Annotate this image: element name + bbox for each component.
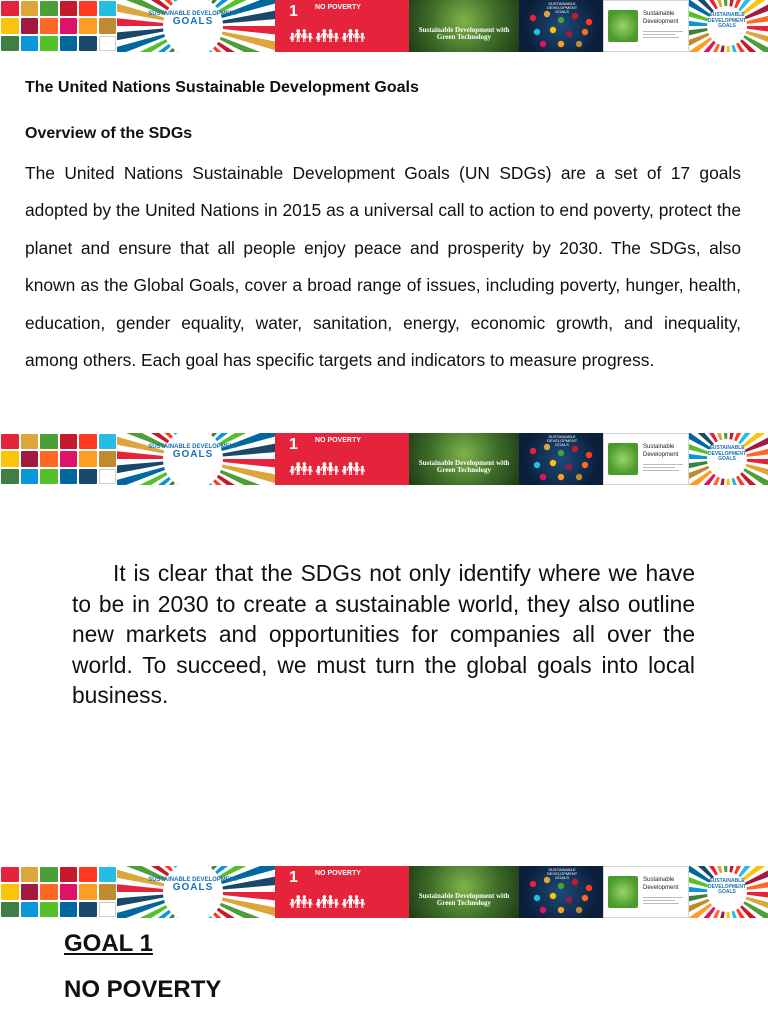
sdg-network-icon [523,876,599,916]
document-thumbnail [603,433,689,485]
sdg-goal-icon [1,469,19,484]
sdg-logo-banner-small [689,433,768,485]
sdg-goal-icon [40,18,58,33]
sdg-logo-text-small: SUSTAINABLE DEVELOPMENT GOALS [707,878,747,895]
green-technology-caption: Sustainable Development with Green Technology [418,892,510,908]
green-technology-tile [409,866,519,918]
no-poverty-tile [275,433,409,485]
green-technology-tile [409,433,519,485]
goal-number: 1 [289,3,298,20]
goal-name-heading: NO POVERTY [64,976,222,1003]
sdg-node [534,895,540,901]
sdg-network-caption: SUSTAINABLE DEVELOPMENT GOALS [547,867,578,880]
green-technology-caption: Sustainable Development with Green Technology [418,459,510,475]
sdg-icon-grid [0,866,117,918]
goal-number: 1 [289,869,298,886]
sdg-network-caption: SUSTAINABLE DEVELOPMENT GOALS [547,434,578,447]
sdg-node [576,907,582,913]
document-title: Sustainable Development [643,11,679,25]
sdg-node [530,15,536,21]
sdg-node [544,444,550,450]
sdg-logo-text-small: SUSTAINABLE DEVELOPMENT GOALS [707,12,747,29]
sdg-node [586,452,592,458]
section-heading: Overview of the SDGs [25,125,193,142]
goal-number-heading: GOAL 1 [64,930,153,957]
sdg-network-icon [523,10,599,50]
family-icon: 👪︎👪︎👪︎ [289,459,368,480]
document-subtitle-lines [643,462,687,471]
green-technology-tile [409,0,519,52]
sdg-goal-icon [79,469,97,484]
sdg-icon-grid [0,433,117,485]
leaf-icon [608,10,638,42]
sdg-logo-banner [117,0,275,52]
sdg-goal-icon [21,867,39,882]
sdg-goal-icon [60,884,78,899]
sdg-goal-icon [99,1,117,16]
sdg-logo-banner-small [689,0,768,52]
sdg-node [558,450,564,456]
sdg-goal-icon [79,867,97,882]
sdg-node [550,27,556,33]
goal-label: NO POVERTY [315,437,361,444]
sdg-network-tile [519,433,603,485]
goal-label: NO POVERTY [315,4,361,11]
sdg-node [582,462,588,468]
sdg-node [582,29,588,35]
sdg-node [550,893,556,899]
sdg-logo-banner [117,433,275,485]
sdg-goal-icon [40,434,58,449]
sdg-goal-icon [99,884,117,899]
sdg-network-tile [519,0,603,52]
sdg-goal-icon [1,18,19,33]
sdg-goal-icon [79,884,97,899]
sdg-node [576,41,582,47]
sdg-node [572,13,578,19]
document-thumbnail [603,866,689,918]
sdg-goal-icon [40,36,58,51]
sdg-goal-icon [21,434,39,449]
document-thumbnail [603,0,689,52]
sdg-goal-icon [21,18,39,33]
sdg-goal-icon [1,884,19,899]
sdg-logo-text-small: SUSTAINABLE DEVELOPMENT GOALS [707,445,747,462]
sdg-node [558,41,564,47]
sdg-node [572,879,578,885]
sdg-goal-icon [79,36,97,51]
sdg-node [566,897,572,903]
sdg-node [530,448,536,454]
sdg-goal-icon [60,434,78,449]
sdg-logo-text: SUSTAINABLE DEVELOPMENT GOALS [148,877,238,893]
sdg-node [544,877,550,883]
sdg-goal-icon [60,469,78,484]
sdg-network-icon [523,443,599,483]
sdg-node [540,907,546,913]
sdg-goal-icon [99,36,117,51]
sdg-goal-icon [40,469,58,484]
sdg-goal-icon [60,36,78,51]
sdg-header-banner [0,866,768,918]
sdg-goal-icon [1,867,19,882]
sdg-goal-icon [60,18,78,33]
no-poverty-tile [275,0,409,52]
sdg-goal-icon [99,451,117,466]
sdg-node [558,17,564,23]
sdg-node [558,883,564,889]
sdg-goal-icon [1,451,19,466]
sdg-goal-icon [79,451,97,466]
sdg-node [558,907,564,913]
sdg-node [566,31,572,37]
sdg-logo-text: SUSTAINABLE DEVELOPMENT GOALS [148,444,238,460]
no-poverty-tile [275,866,409,918]
sdg-node [576,474,582,480]
sdg-goal-icon [99,867,117,882]
leaf-icon [608,876,638,908]
sdg-node [586,19,592,25]
sdg-goal-icon [21,1,39,16]
sdg-goal-icon [1,434,19,449]
sdg-goal-icon [60,1,78,16]
sdg-node [550,460,556,466]
sdg-icon-grid [0,0,117,52]
quote-paragraph: It is clear that the SDGs not only identify where we have to be in 2030 to create a sustainable world, they also outline new markets and opportunities for companies all over the world. To succeed, we must turn the global goals into local business. [72,560,695,709]
sdg-node [544,11,550,17]
sdg-network-caption: SUSTAINABLE DEVELOPMENT GOALS [547,1,578,14]
sdg-goal-icon [1,1,19,16]
sdg-node [530,881,536,887]
sdg-goal-icon [79,18,97,33]
sdg-node [566,464,572,470]
sdg-goal-icon [99,902,117,917]
sdg-goal-icon [21,469,39,484]
sdg-goal-icon [21,36,39,51]
sdg-header-banner [0,433,768,485]
sdg-goal-icon [99,434,117,449]
body-paragraph: The United Nations Sustainable Development Goals (UN SDGs) are a set of 17 goals adopted by the United Nations in 2015 as a universal call to action to end poverty, protect the planet and ensure that all people enjoy peace and prosperity by 2030. The SDGs, also known as the Global Goals, cover a broad range of issues, including poverty, hunger, health, education, gender equality, water, sanitation, energy, economic growth, and inequality, among others. Each goal has specific targets and indicators to measure progress. [25,163,741,371]
sdg-goal-icon [21,884,39,899]
sdg-goal-icon [40,1,58,16]
sdg-goal-icon [21,902,39,917]
sdg-network-tile [519,866,603,918]
sdg-node [540,474,546,480]
sdg-node [540,41,546,47]
document-title: Sustainable Development [643,444,679,458]
sdg-logo-text: SUSTAINABLE DEVELOPMENT GOALS [148,11,238,27]
sdg-goal-icon [40,451,58,466]
sdg-goal-icon [21,451,39,466]
sdg-goal-icon [40,867,58,882]
sdg-goal-icon [99,18,117,33]
sdg-header-banner [0,0,768,52]
family-icon: 👪︎👪︎👪︎ [289,892,368,913]
sdg-goal-icon [99,469,117,484]
sdg-node [586,885,592,891]
sdg-goal-icon [79,434,97,449]
sdg-node [572,446,578,452]
sdg-goal-icon [60,451,78,466]
sdg-node [582,895,588,901]
sdg-goal-icon [60,902,78,917]
sdg-goal-icon [40,884,58,899]
document-subtitle-lines [643,29,687,38]
goal-label: NO POVERTY [315,870,361,877]
document-title: The United Nations Sustainable Development Goals [25,79,419,96]
document-title: Sustainable Development [643,877,679,891]
sdg-goal-icon [1,36,19,51]
sdg-logo-banner-small [689,866,768,918]
sdg-goal-icon [79,1,97,16]
sdg-node [558,474,564,480]
sdg-node [534,29,540,35]
document-subtitle-lines [643,895,687,904]
goal-number: 1 [289,436,298,453]
sdg-node [534,462,540,468]
green-technology-caption: Sustainable Development with Green Technology [418,26,510,42]
leaf-icon [608,443,638,475]
sdg-goal-icon [79,902,97,917]
sdg-goal-icon [60,867,78,882]
sdg-logo-banner [117,866,275,918]
sdg-goal-icon [40,902,58,917]
family-icon: 👪︎👪︎👪︎ [289,26,368,47]
sdg-goal-icon [1,902,19,917]
